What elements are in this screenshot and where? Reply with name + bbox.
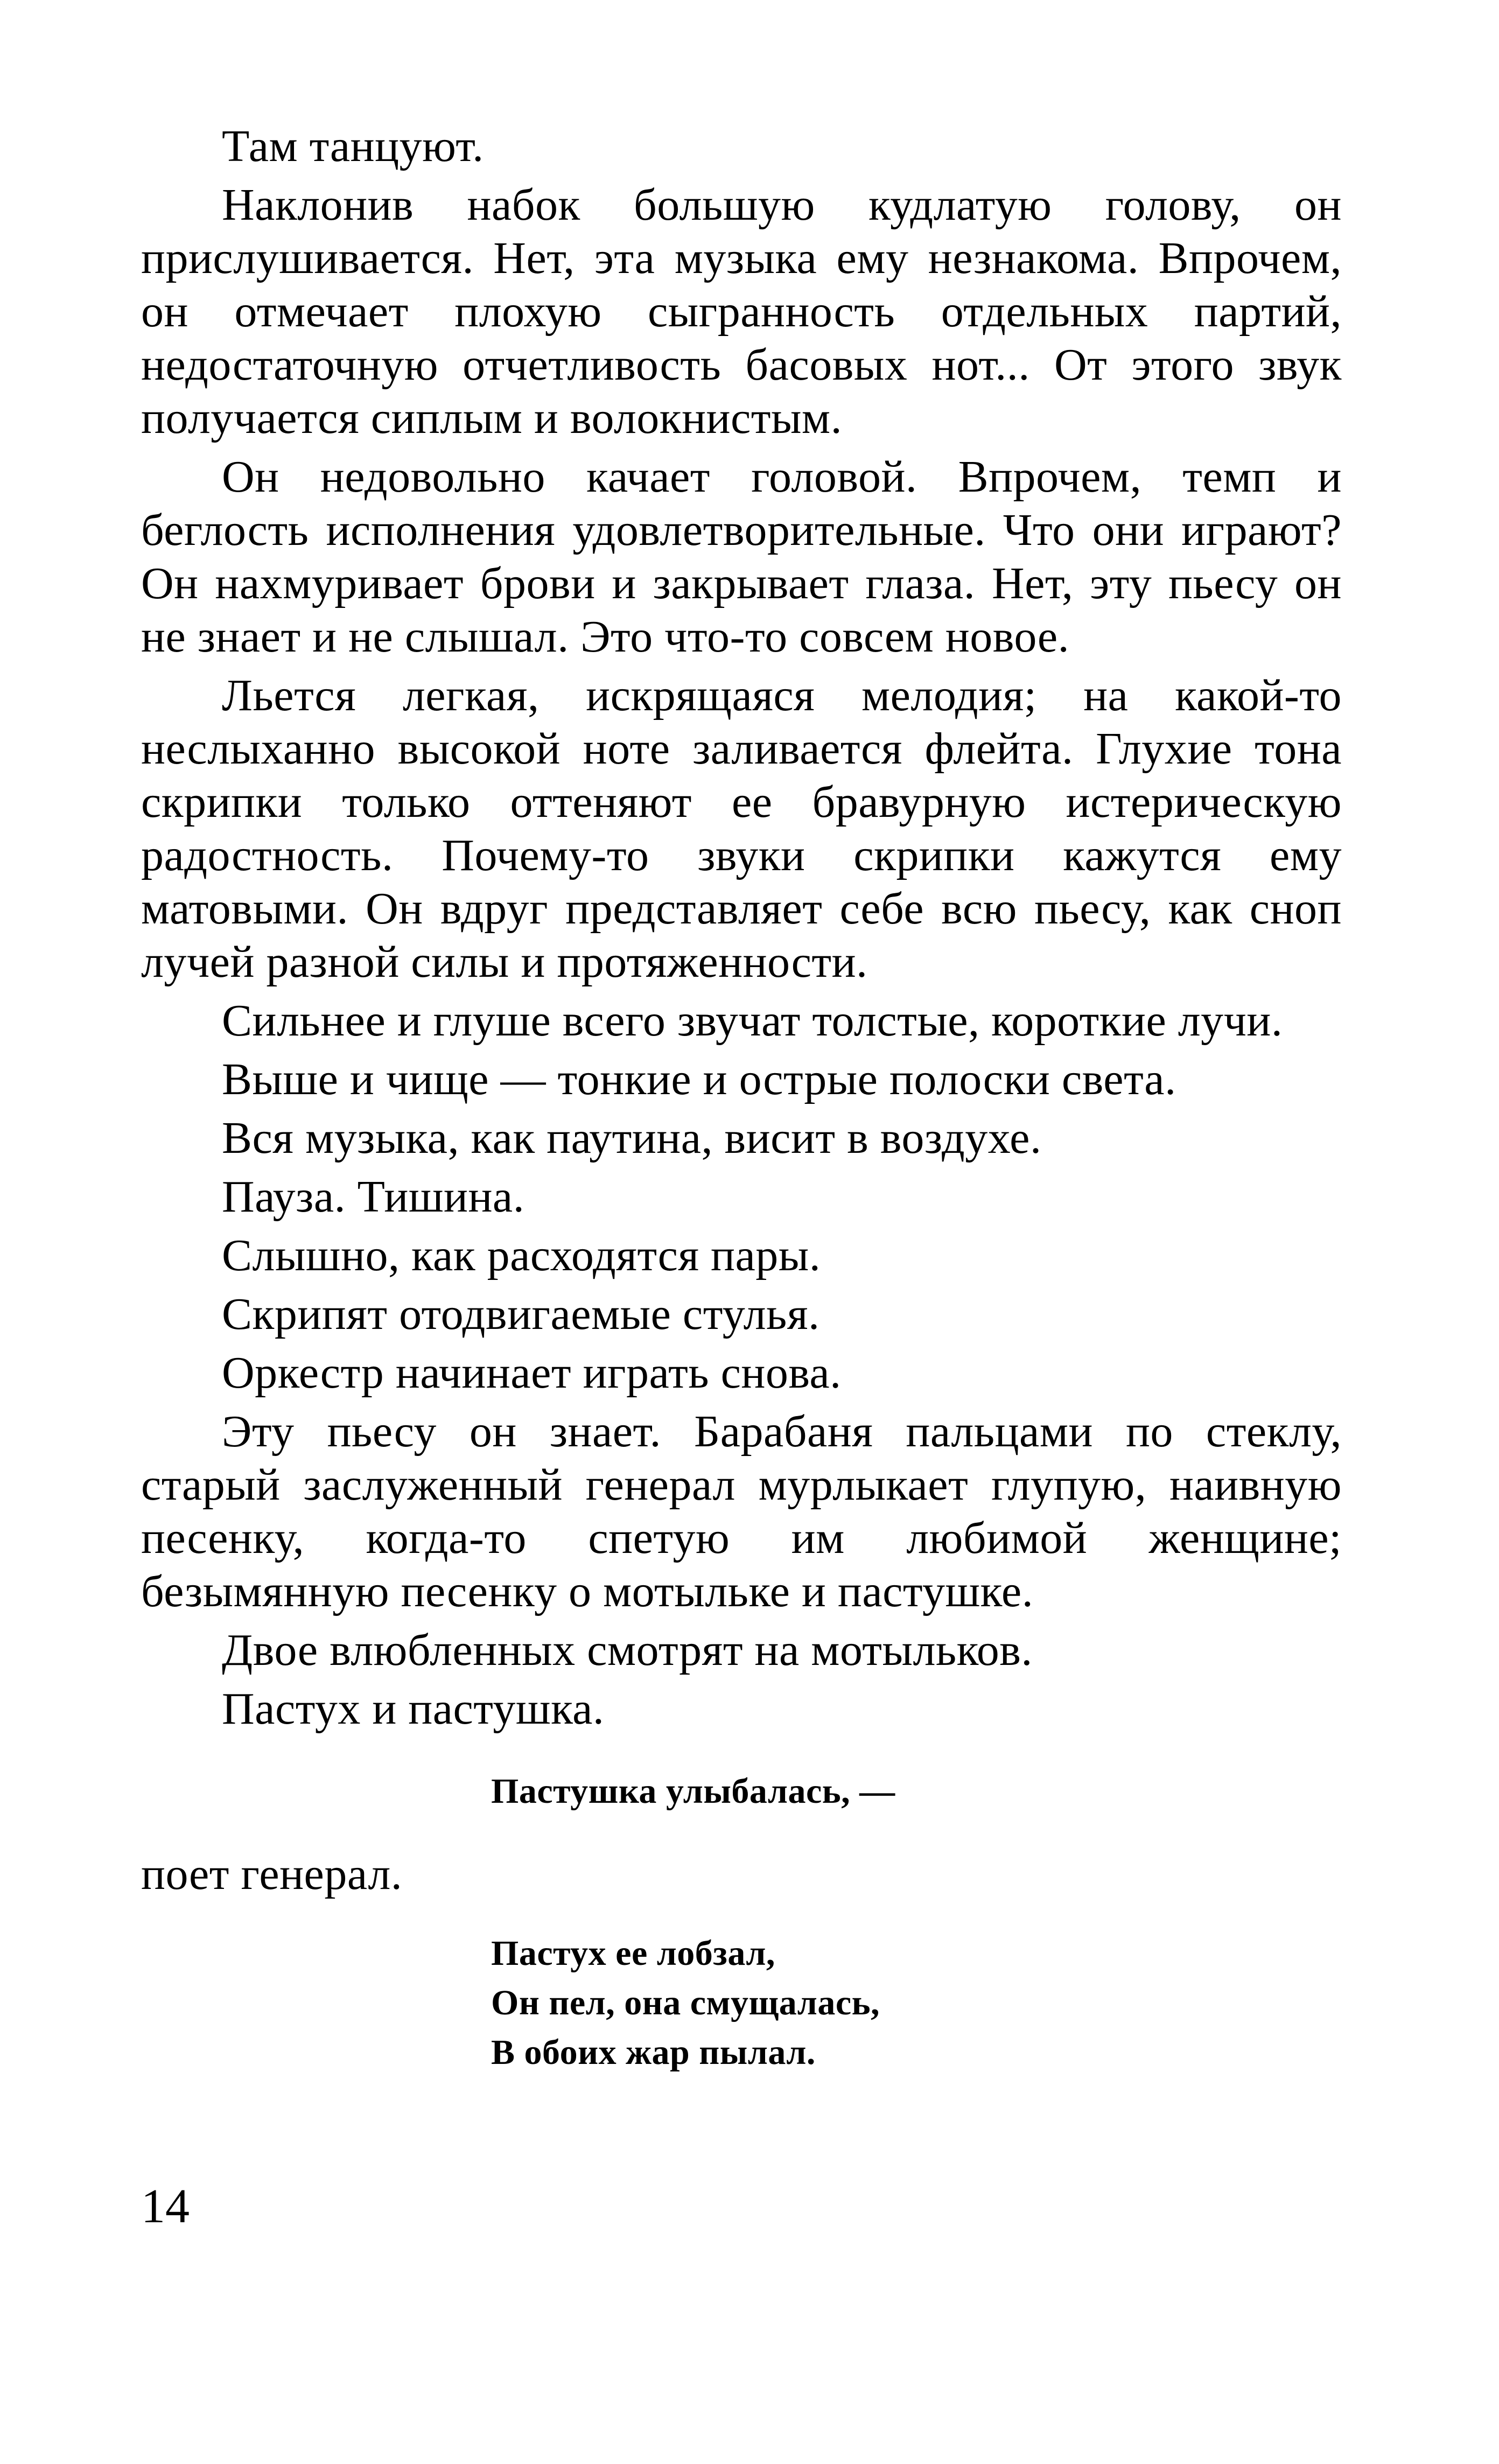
paragraph: Сильнее и глуше всего звучат толстые, короткие лучи.	[222, 996, 1283, 1046]
paragraph: Слышно, как расходятся пары.	[222, 1230, 821, 1280]
verse-line: Пастушка улыбалась, —	[491, 1772, 895, 1811]
verse-stanza	[491, 1929, 1342, 2077]
paragraph: Наклонив набок большую кудлатую голову, он прислушивается. Нет, эта музыка ему незнакома. Впрочем, он отмечает плохую сыгранность отдельных партий, недостаточную отчетливость басовых нот... От этого звук получается сиплым и волокнистым.	[141, 180, 1342, 443]
verse-line: В обоих жар пылал.	[491, 2033, 816, 2072]
paragraph: Скрипят отодвигаемые стулья.	[222, 1289, 820, 1339]
body-text	[141, 120, 1342, 2077]
paragraph: Он недовольно качает головой. Впрочем, темп и беглость исполнения удовлетворительные. Что они играют? Он нахмуривает брови и закрывает глаза. Нет, эту пьесу он не знает и не слышал. Это что-то совсем новое.	[141, 452, 1342, 662]
paragraph: Пастух и пастушка.	[222, 1684, 605, 1734]
paragraph: Двое влюбленных смотрят на мотыльков.	[222, 1625, 1033, 1675]
page-number: 14	[141, 2180, 190, 2233]
verse-line: Он пел, она смущалась,	[491, 1983, 880, 2022]
verse-line: Пастух ее лобзал,	[491, 1934, 775, 1973]
paragraph: Там танцуют.	[222, 121, 484, 171]
paragraph: Эту пьесу он знает. Барабаня пальцами по стеклу, старый заслуженный генерал мурлыкает глупую, наивную песенку, когда-то спетую им любимой женщине; безымянную песенку о мотыльке и пастушке.	[141, 1406, 1342, 1616]
paragraph: Выше и чище — тонкие и острые полоски света.	[222, 1054, 1176, 1104]
paragraph: Вся музыка, как паутина, висит в воздухе.	[222, 1113, 1042, 1163]
paragraph: Пауза. Тишина.	[222, 1172, 525, 1222]
paragraph: Льется легкая, искрящаяся мелодия; на какой-то неслыханно высокой ноте заливается флейта. Глухие тона скрипки только оттеняют ее бравурную истерическую радостность. Почему-то звуки скрипки кажутся ему матовыми. Он вдруг представляет себе всю пьесу, как сноп лучей разной силы и протяженности.	[141, 670, 1342, 987]
paragraph: поет генерал.	[141, 1849, 403, 1899]
paragraph: Оркестр начинает играть снова.	[222, 1348, 842, 1398]
